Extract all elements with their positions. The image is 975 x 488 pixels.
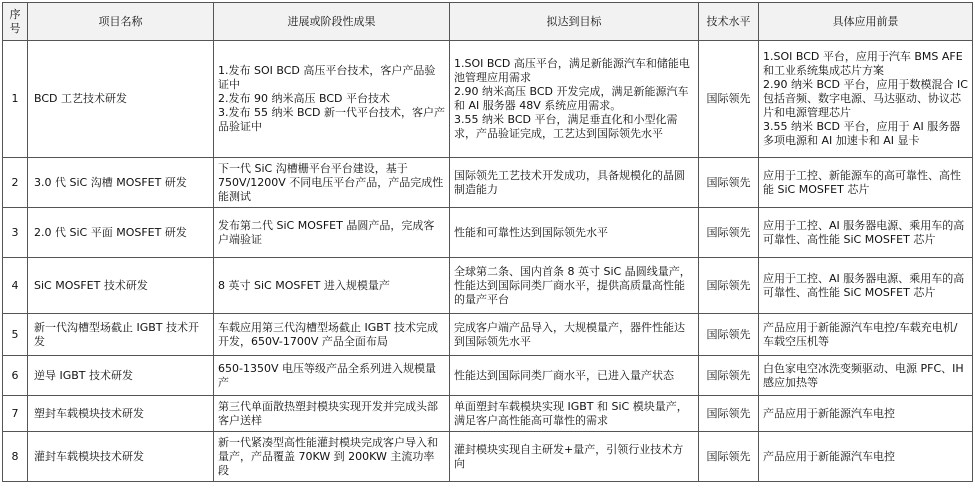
progress-cell: 发布第二代 SiC MOSFET 晶圆产品，完成客户端验证 bbox=[214, 208, 450, 258]
table-row bbox=[3, 432, 973, 482]
target-cell: 灌封模块实现自主研发+量产，引领行业技术方向 bbox=[450, 432, 699, 482]
header-tech-level: 技术水平 bbox=[699, 3, 759, 41]
project-name: 新一代沟槽型场截止 IGBT 技术开发 bbox=[28, 314, 214, 356]
progress-cell: 第三代单面散热塑封模块实现开发并完成头部客户送样 bbox=[214, 396, 450, 432]
progress-cell: 8 英寸 SiC MOSFET 进入规模量产 bbox=[214, 258, 450, 314]
row-no: 1 bbox=[3, 41, 28, 158]
application-cell: 1.SOI BCD 平台，应用于汽车 BMS AFE 和工业系统集成芯片方案 2.90 纳米 BCD 平台，应用于数模混合 IC 包括音频、数字电源、马达驱动、协议芯片和电源管理芯片 3.55 纳米 BCD 平台，应用于 AI 服务器多项电源和 AI 加速卡和 AI 显卡 bbox=[759, 41, 973, 158]
tech-level: 国际领先 bbox=[699, 41, 759, 158]
tech-level: 国际领先 bbox=[699, 158, 759, 208]
table-row bbox=[3, 41, 973, 158]
application-cell: 产品应用于新能源汽车电控/车载充电机/车载空压机等 bbox=[759, 314, 973, 356]
rd-projects-table bbox=[2, 2, 973, 482]
target-cell: 单面塑封车载模块实现 IGBT 和 SiC 模块量产，满足客户高性能高可靠性的需求 bbox=[450, 396, 699, 432]
project-name: 2.0 代 SiC 平面 MOSFET 研发 bbox=[28, 208, 214, 258]
target-cell: 1.SOI BCD 高压平台，满足新能源汽车和储能电池管理应用需求 2.90 纳米高压 BCD 开发完成，满足新能源汽车和 AI 服务器 48V 系统应用需求。 3.55 纳米 BCD 平台，满足垂直化和小型化需求，产品验证完成，工艺达到国际领先水平 bbox=[450, 41, 699, 158]
project-name: SiC MOSFET 技术研发 bbox=[28, 258, 214, 314]
header-no: 序号 bbox=[3, 3, 28, 41]
application-cell: 应用于工控、新能源车的高可靠性、高性能 SiC MOSFET 芯片 bbox=[759, 158, 973, 208]
header-project-name: 项目名称 bbox=[28, 3, 214, 41]
row-no: 3 bbox=[3, 208, 28, 258]
progress-cell: 1.发布 SOI BCD 高压平台技术，客户产品验证中 2.发布 90 纳米高压 BCD 平台技术 3.发布 55 纳米 BCD 新一代平台技术，客户产品验证中 bbox=[214, 41, 450, 158]
application-cell: 产品应用于新能源汽车电控 bbox=[759, 432, 973, 482]
row-no: 5 bbox=[3, 314, 28, 356]
target-cell: 全球第二条、国内首条 8 英寸 SiC 晶圆线量产，性能达到国际同类厂商水平，提供高质量高性能的量产平台 bbox=[450, 258, 699, 314]
target-cell: 国际领先工艺技术开发成功，具备规模化的晶圆制造能力 bbox=[450, 158, 699, 208]
table-header-row bbox=[3, 3, 973, 41]
project-name: 逆导 IGBT 技术研发 bbox=[28, 356, 214, 396]
row-no: 2 bbox=[3, 158, 28, 208]
tech-level: 国际领先 bbox=[699, 396, 759, 432]
header-application: 具体应用前景 bbox=[759, 3, 973, 41]
tech-level: 国际领先 bbox=[699, 258, 759, 314]
tech-level: 国际领先 bbox=[699, 314, 759, 356]
header-progress: 进展或阶段性成果 bbox=[214, 3, 450, 41]
table-row bbox=[3, 396, 973, 432]
target-cell: 完成客户端产品导入，大规模量产，器件性能达到国际领先水平 bbox=[450, 314, 699, 356]
application-cell: 产品应用于新能源汽车电控 bbox=[759, 396, 973, 432]
progress-cell: 新一代紧凑型高性能灌封模块完成客户导入和量产，产品覆盖 70KW 到 200KW 主流功率段 bbox=[214, 432, 450, 482]
header-target: 拟达到目标 bbox=[450, 3, 699, 41]
application-cell: 应用于工控、AI 服务器电源、乘用车的高可靠性、高性能 SiC MOSFET 芯片 bbox=[759, 258, 973, 314]
project-name: 灌封车载模块技术研发 bbox=[28, 432, 214, 482]
tech-level: 国际领先 bbox=[699, 356, 759, 396]
table-row bbox=[3, 258, 973, 314]
application-cell: 白色家电空冰洗变频驱动、电源 PFC、IH 感应加热等 bbox=[759, 356, 973, 396]
progress-cell: 650-1350V 电压等级产品全系列进入规模量产 bbox=[214, 356, 450, 396]
tech-level: 国际领先 bbox=[699, 208, 759, 258]
project-name: 3.0 代 SiC 沟槽 MOSFET 研发 bbox=[28, 158, 214, 208]
row-no: 8 bbox=[3, 432, 28, 482]
tech-level: 国际领先 bbox=[699, 432, 759, 482]
row-no: 7 bbox=[3, 396, 28, 432]
target-cell: 性能和可靠性达到国际领先水平 bbox=[450, 208, 699, 258]
row-no: 6 bbox=[3, 356, 28, 396]
table-row bbox=[3, 208, 973, 258]
progress-cell: 车载应用第三代沟槽型场截止 IGBT 技术完成开发，650V-1700V 产品全面布局 bbox=[214, 314, 450, 356]
progress-cell: 下一代 SiC 沟槽栅平台平台建设，基于 750V/1200V 不同电压平台产品，产品完成性能测试 bbox=[214, 158, 450, 208]
application-cell: 应用于工控、AI 服务器电源、乘用车的高可靠性、高性能 SiC MOSFET 芯片 bbox=[759, 208, 973, 258]
row-no: 4 bbox=[3, 258, 28, 314]
project-name: 塑封车载模块技术研发 bbox=[28, 396, 214, 432]
table-row bbox=[3, 158, 973, 208]
project-name: BCD 工艺技术研发 bbox=[28, 41, 214, 158]
table-row bbox=[3, 356, 973, 396]
table-row bbox=[3, 314, 973, 356]
target-cell: 性能达到国际同类厂商水平，已进入量产状态 bbox=[450, 356, 699, 396]
